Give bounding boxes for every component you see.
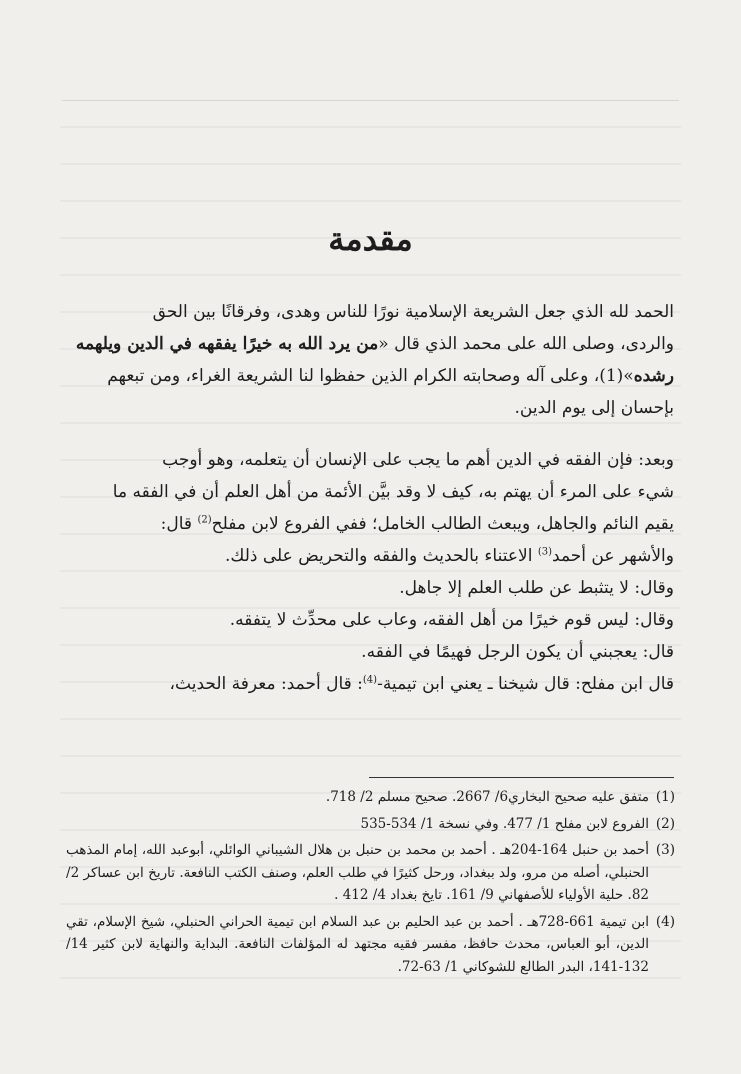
main-line-3 — [66, 508, 674, 540]
footnote-text: متفق عليه صحيح البخاري6/ 2667. صحيح مسلم 2/ 718. — [325, 789, 649, 805]
page-title: مقدمة — [328, 220, 413, 258]
footnote-ref-2: (2) — [197, 514, 212, 526]
intro-paragraph — [66, 296, 674, 424]
intro-line-3-text: ، وعلى آله وصحابته الكرام الذين حفظوا لنا الشريعة الغراء، ومن تبعهم — [107, 366, 600, 386]
quote-line-5-text: قال ابن مفلح: قال شيخنا ـ يعني ابن تيمية- — [377, 674, 674, 694]
quote-line-2: وقال: لا يتثبط عن طلب العلم إلا جاهل. — [399, 578, 674, 598]
footnote-text: أحمد بن حنبل 164-204هـ . أحمد بن محمد بن حنبل بن هلال الشيباني الوائلي، أبوعبد الله، إمام المذهب الحنبلي، أصله من مرو، ولد ببغداد، ورحل كثيرًا في طلب العلم، وصنف الكتب النافعة. تاريخ ابن عساكر 2/ 82. حلية الأولياء للأصفهاني 9/ 161. تايخ بغداد 4/ 412 . — [66, 842, 649, 903]
footnotes — [66, 786, 675, 982]
footnote-divider — [369, 777, 674, 778]
footnote-number: (1) — [655, 789, 675, 805]
quote-line-1-text: والأشهر عن أحمد — [552, 546, 674, 566]
quote-line-3: وقال: ليس قوم خيرًا من أهل الفقه، وعاب على محدِّث لا يتفقه. — [229, 610, 674, 630]
footnote-3 — [66, 839, 675, 907]
intro-line-4: بإحسان إلى يوم الدين. — [514, 398, 674, 418]
hadith-quote: من يرد الله به خيرًا يفقهه في الدين ويلهمه — [75, 334, 379, 354]
intro-line-2 — [66, 328, 674, 360]
quote-line-5 — [66, 668, 674, 700]
main-line-3-text: يقيم النائم والجاهل، ويبعث الطالب الخامل؛ ففي الفروع لابن مفلح — [211, 514, 674, 534]
quote-line-1-end: الاعتناء بالحديث والفقه والتحريض على ذلك. — [225, 546, 538, 566]
footnote-number: (2) — [655, 815, 675, 832]
footnote-number: (4) — [655, 913, 675, 930]
footnote-ref-3: (3) — [537, 546, 553, 558]
hadith-quote-end: رشده — [633, 366, 674, 386]
footnote-2 — [66, 813, 675, 836]
main-line-2: شيء على المرء أن يهتم به، كيف لا وقد بيَّن الأئمة من أهل العلم أن في الفقه ما — [112, 482, 674, 502]
main-line-3-end: قال: — [160, 514, 198, 534]
quote-line-5-end: : قال أحمد: معرفة الحديث، — [169, 674, 363, 694]
intro-line-2-text: والردى، وصلى الله على محمد الذي قال « — [378, 334, 674, 354]
footnote-text: ابن تيمية 661-728هـ . أحمد بن عبد الحليم بن عبد السلام ابن تيمية الحراني الحنبلي، شيخ الإسلام، تقي الدين، أبو العباس، محدث حافظ، مفسر فقيه مجتهد له المؤلفات النافعة. البداية والنهاية لابن كثير 14/ 132-141، البدر الطالع للشوكاني 1/ 63-72. — [66, 913, 649, 975]
footnote-ref-4: (4) — [362, 674, 378, 686]
quote-line-1 — [66, 540, 674, 572]
main-paragraph — [66, 444, 674, 700]
footnote-1 — [66, 786, 675, 809]
quote-line-4: قال: يعجبني أن يكون الرجل فهيمًا في الفقه. — [361, 642, 674, 662]
footnote-number: (3) — [655, 842, 675, 858]
intro-line-3 — [66, 360, 674, 392]
footnote-4 — [66, 911, 675, 979]
intro-line-1: الحمد لله الذي جعل الشريعة الإسلامية نورًا للناس وهدى، وفرقانًا بين الحق — [152, 302, 674, 322]
footnote-ref-1: »(1) — [599, 366, 634, 386]
main-line-1: وبعد: فإن الفقه في الدين أهم ما يجب على الإنسان أن يتعلمه، وهو أوجب — [162, 450, 674, 470]
footnote-text: الفروع لابن مفلح 1/ 477. وفي نسخة 1/ 534-535 — [360, 815, 649, 832]
